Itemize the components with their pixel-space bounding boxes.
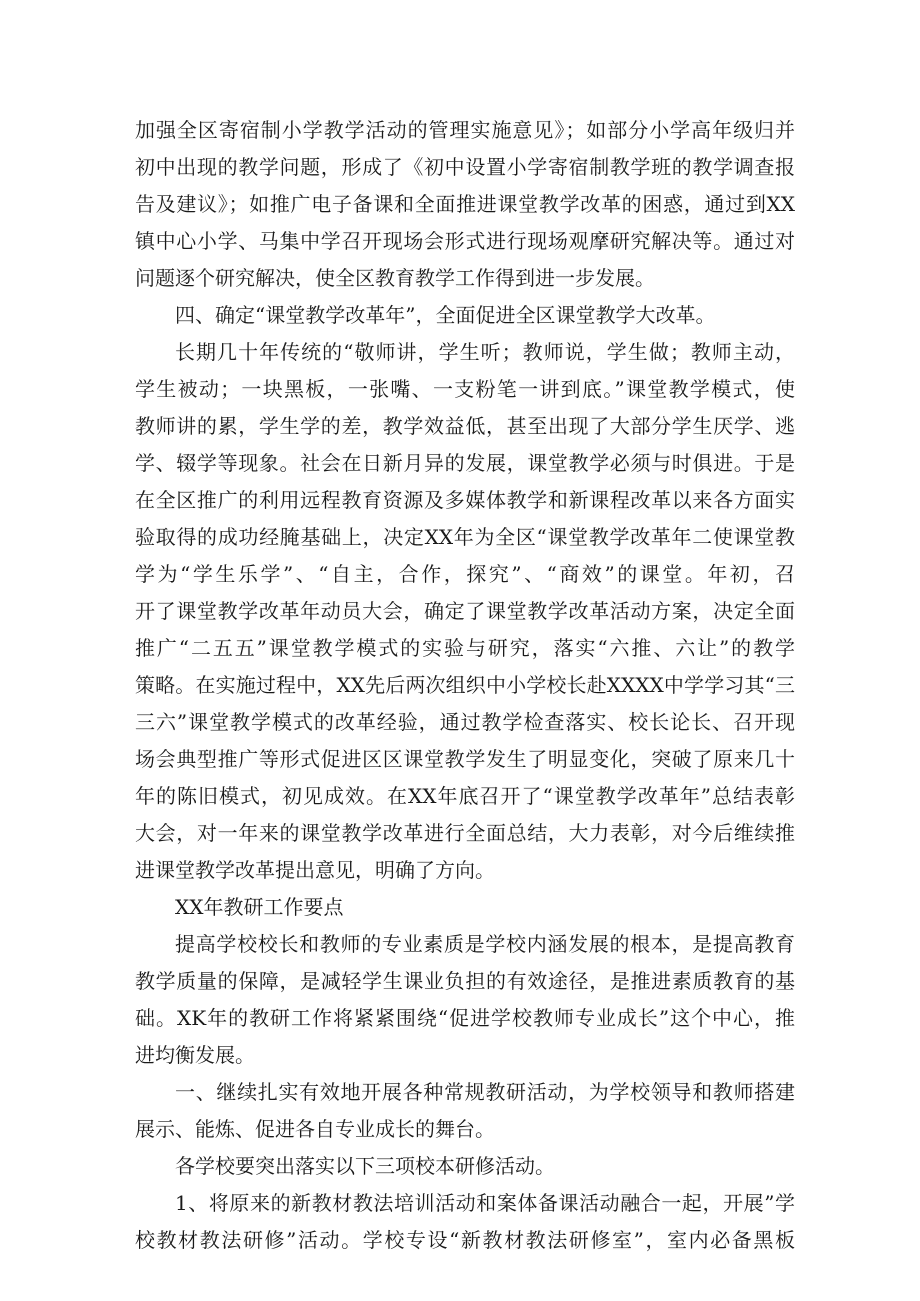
text-line: 学生被动；一块黑板，一张嘴、一支粉笔一讲到底。”课堂教学模式，使: [135, 377, 795, 401]
text-line: 三六”课堂教学模式的改革经验，通过教学检查落实、校长论长、召开现: [135, 710, 795, 734]
text-line: 告及建议》；如推广电子备课和全面推进课堂教学改革的困惑，通过到XX: [135, 192, 795, 216]
text-line: 提高学校校长和教师的专业素质是学校内涵发展的根本，是提高教育: [175, 932, 795, 956]
text-line: 进均衡发展。: [135, 1043, 255, 1067]
text-line: 教学质量的保障，是减轻学生课业负担的有效途径，是推进素质教育的基: [135, 969, 795, 993]
text-line: 初中出现的教学问题，形成了《初中设置小学寄宿制教学班的教学调查报: [135, 155, 795, 179]
text-line: 在全区推广的利用远程教育资源及多媒体教学和新课程改革以来各方面实: [135, 488, 795, 512]
section-heading: XX年教研工作要点: [175, 895, 344, 919]
text-line: 验取得的成功经腌基础上，决定XX年为全区“课堂教学改革年二使课堂教: [135, 525, 795, 549]
text-line: 校教材教法研修”活动。学校专设“新教材教法研修室”，室内必备黑板: [135, 1228, 795, 1252]
text-line: 加强全区寄宿制小学教学活动的管理实施意见》；如部分小学高年级归并: [135, 118, 795, 142]
text-line: 学、辍学等现象。社会在日新月异的发展，课堂教学必须与时俱进。于是: [135, 451, 795, 475]
text-line: 场会典型推广等形式促进区区课堂教学发生了明显变化，突破了原来几十: [135, 747, 795, 771]
text-line: 各学校要突出落实以下三项校本研修活动。: [175, 1154, 555, 1178]
text-line: 策略。在实施过程中，XX先后两次组织中小学校长赴XXXX中学学习其“三: [135, 673, 795, 697]
text-line: 进课堂教学改革提出意见，明确了方向。: [135, 858, 495, 882]
text-line: 镇中心小学、马集中学召开现场会形式进行现场观摩研究解决等。通过对: [135, 229, 795, 253]
text-line: 年的陈旧模式，初见成效。在XX年底召开了“课堂教学改革年”总结表彰: [135, 784, 795, 808]
text-line: 问题逐个研究解决，使全区教育教学工作得到进一步发展。: [135, 266, 655, 290]
text-line: 推广“二五五”课堂教学模式的实验与研究，落实“六推、六让”的教学: [135, 636, 795, 660]
text-line: 开了课堂教学改革年动员大会，确定了课堂教学改革活动方案，决定全面: [135, 599, 795, 623]
text-line: 长期几十年传统的“敬师讲，学生听；教师说，学生做；教师主动，: [175, 340, 795, 364]
text-line: 教师讲的累，学生学的差，教学效益低，甚至出现了大部分学生厌学、逃: [135, 414, 795, 438]
text-line: 展示、能炼、促进各自专业成长的舞台。: [135, 1117, 495, 1141]
text-line: 础。XK年的教研工作将紧紧围绕“促进学校教师专业成长”这个中心，推: [135, 1006, 795, 1030]
section-heading: 四、确定“课堂教学改革年”，全面促进全区课堂教学大改革。: [175, 303, 716, 327]
text-line: 学为“学生乐学”、“自主，合作，探究”、“商效”的课堂。年初，召: [135, 562, 795, 586]
text-line: 大会，对一年来的课堂教学改革进行全面总结，大力表彰，对今后维续推: [135, 821, 795, 845]
text-line: 1、将原来的新教材教法培训活动和案体备课活动融合一起，开展”学: [175, 1191, 795, 1215]
text-line: 一、继续扎实有效地开展各种常规教研活动，为学校领导和教师搭建: [175, 1080, 795, 1104]
